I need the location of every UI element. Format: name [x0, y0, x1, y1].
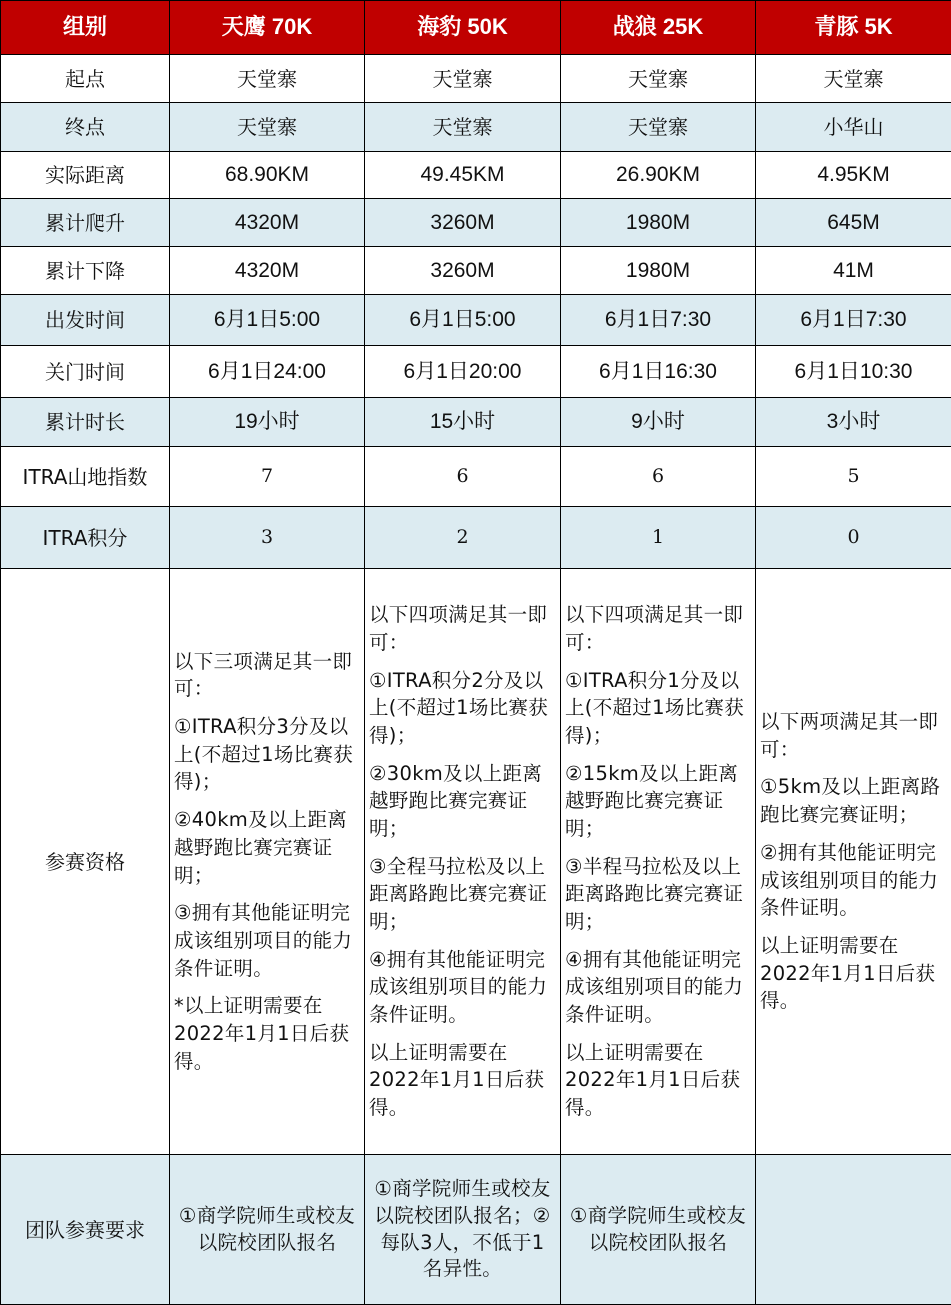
cell: 6: [561, 447, 756, 507]
header-group-5k: 青豚 5K: [756, 1, 951, 55]
row-start-time: [1, 295, 951, 346]
cell: 6月1日5:00: [365, 295, 561, 346]
cell: 3小时: [756, 398, 951, 447]
header-group-25k: 战狼 25K: [561, 1, 756, 55]
cell: 6月1日7:30: [561, 295, 756, 346]
qualification-item: ④拥有其他能证明完成该组别项目的能力条件证明。: [369, 946, 555, 1029]
row-start: [1, 55, 951, 103]
cell: 15小时: [365, 398, 561, 447]
team-50k: ①商学院师生或校友以院校团队报名；②每队3人，不低于1名异性。: [365, 1155, 561, 1305]
cell: 小华山: [756, 103, 951, 152]
qualification-item: ①ITRA积分3分及以上(不超过1场比赛获得)；: [174, 713, 359, 796]
row-cutoff-time: [1, 346, 951, 398]
qualification-intro: 以下四项满足其一即可：: [565, 601, 750, 656]
qualification-item: ③全程马拉松及以上距离路跑比赛完赛证明；: [369, 853, 555, 936]
cell: 0: [756, 507, 951, 569]
qualification-item: ②15km及以上距离越野跑比赛完赛证明；: [565, 760, 750, 843]
qualification-item: ②拥有其他能证明完成该组别项目的能力条件证明。: [760, 839, 946, 922]
cell: 19小时: [170, 398, 365, 447]
cell: 天堂寨: [170, 55, 365, 103]
cell: 3260M: [365, 247, 561, 295]
row-duration: [1, 398, 951, 447]
cell: 天堂寨: [756, 55, 951, 103]
cell: 天堂寨: [365, 55, 561, 103]
header-group-50k: 海豹 50K: [365, 1, 561, 55]
cell: 68.90KM: [170, 152, 365, 199]
cell: 6月1日7:30: [756, 295, 951, 346]
qualification-intro: 以下三项满足其一即可：: [174, 648, 359, 703]
row-finish: [1, 103, 951, 152]
row-label: 累计爬升: [1, 199, 170, 247]
cell: 5: [756, 447, 951, 507]
cell: 天堂寨: [561, 55, 756, 103]
cell: 3: [170, 507, 365, 569]
cell: 6月1日20:00: [365, 346, 561, 398]
qualification-note: 以上证明需要在2022年1月1日后获得。: [369, 1039, 555, 1122]
row-team-requirement: [1, 1155, 951, 1305]
row-label: 团队参赛要求: [1, 1155, 170, 1305]
qualification-item: ①5km及以上距离路跑比赛完赛证明；: [760, 773, 946, 828]
cell: 6月1日10:30: [756, 346, 951, 398]
header-group-70k: 天鹰 70K: [170, 1, 365, 55]
row-label: 出发时间: [1, 295, 170, 346]
qualification-intro: 以下四项满足其一即可：: [369, 601, 555, 656]
qualification-note: 以上证明需要在2022年1月1日后获得。: [760, 932, 946, 1015]
row-qualification: [1, 569, 951, 1155]
qualification-item: ①ITRA积分2分及以上(不超过1场比赛获得)；: [369, 667, 555, 750]
header-label: 组别: [1, 1, 170, 55]
cell: 天堂寨: [170, 103, 365, 152]
qualification-5k: [756, 569, 951, 1155]
cell: 6月1日16:30: [561, 346, 756, 398]
row-label: 参赛资格: [1, 569, 170, 1155]
team-5k: [756, 1155, 951, 1305]
row-label: 累计下降: [1, 247, 170, 295]
cell: 4.95KM: [756, 152, 951, 199]
cell: 6月1日24:00: [170, 346, 365, 398]
cell: 2: [365, 507, 561, 569]
header-row: [1, 1, 951, 55]
row-label: 关门时间: [1, 346, 170, 398]
row-ascent: [1, 199, 951, 247]
team-70k: ①商学院师生或校友以院校团队报名: [170, 1155, 365, 1305]
cell: 7: [170, 447, 365, 507]
qualification-item: ④拥有其他能证明完成该组别项目的能力条件证明。: [565, 946, 750, 1029]
qualification-70k: [170, 569, 365, 1155]
row-itra-points: [1, 507, 951, 569]
qualification-50k: [365, 569, 561, 1155]
cell: 26.90KM: [561, 152, 756, 199]
qualification-item: ①ITRA积分1分及以上(不超过1场比赛获得)；: [565, 667, 750, 750]
row-label: 终点: [1, 103, 170, 152]
row-label: 实际距离: [1, 152, 170, 199]
qualification-note: *以上证明需要在2022年1月1日后获得。: [174, 992, 359, 1075]
qualification-item: ②40km及以上距离越野跑比赛完赛证明；: [174, 806, 359, 889]
cell: 1980M: [561, 247, 756, 295]
cell: 645M: [756, 199, 951, 247]
cell: 6月1日5:00: [170, 295, 365, 346]
row-label: 起点: [1, 55, 170, 103]
cell: 天堂寨: [365, 103, 561, 152]
row-itra-mountain-index: [1, 447, 951, 507]
team-25k: ①商学院师生或校友以院校团队报名: [561, 1155, 756, 1305]
cell: 1: [561, 507, 756, 569]
qualification-item: ②30km及以上距离越野跑比赛完赛证明；: [369, 760, 555, 843]
cell: 3260M: [365, 199, 561, 247]
row-descent: [1, 247, 951, 295]
row-label: ITRA山地指数: [1, 447, 170, 507]
qualification-note: 以上证明需要在2022年1月1日后获得。: [565, 1039, 750, 1122]
cell: 9小时: [561, 398, 756, 447]
cell: 1980M: [561, 199, 756, 247]
qualification-intro: 以下两项满足其一即可：: [760, 708, 946, 763]
qualification-item: ③半程马拉松及以上距离路跑比赛完赛证明；: [565, 853, 750, 936]
cell: 6: [365, 447, 561, 507]
cell: 41M: [756, 247, 951, 295]
cell: 49.45KM: [365, 152, 561, 199]
cell: 天堂寨: [561, 103, 756, 152]
qualification-25k: [561, 569, 756, 1155]
row-label: 累计时长: [1, 398, 170, 447]
cell: 4320M: [170, 247, 365, 295]
cell: 4320M: [170, 199, 365, 247]
row-label: ITRA积分: [1, 507, 170, 569]
row-distance: [1, 152, 951, 199]
qualification-item: ③拥有其他能证明完成该组别项目的能力条件证明。: [174, 899, 359, 982]
